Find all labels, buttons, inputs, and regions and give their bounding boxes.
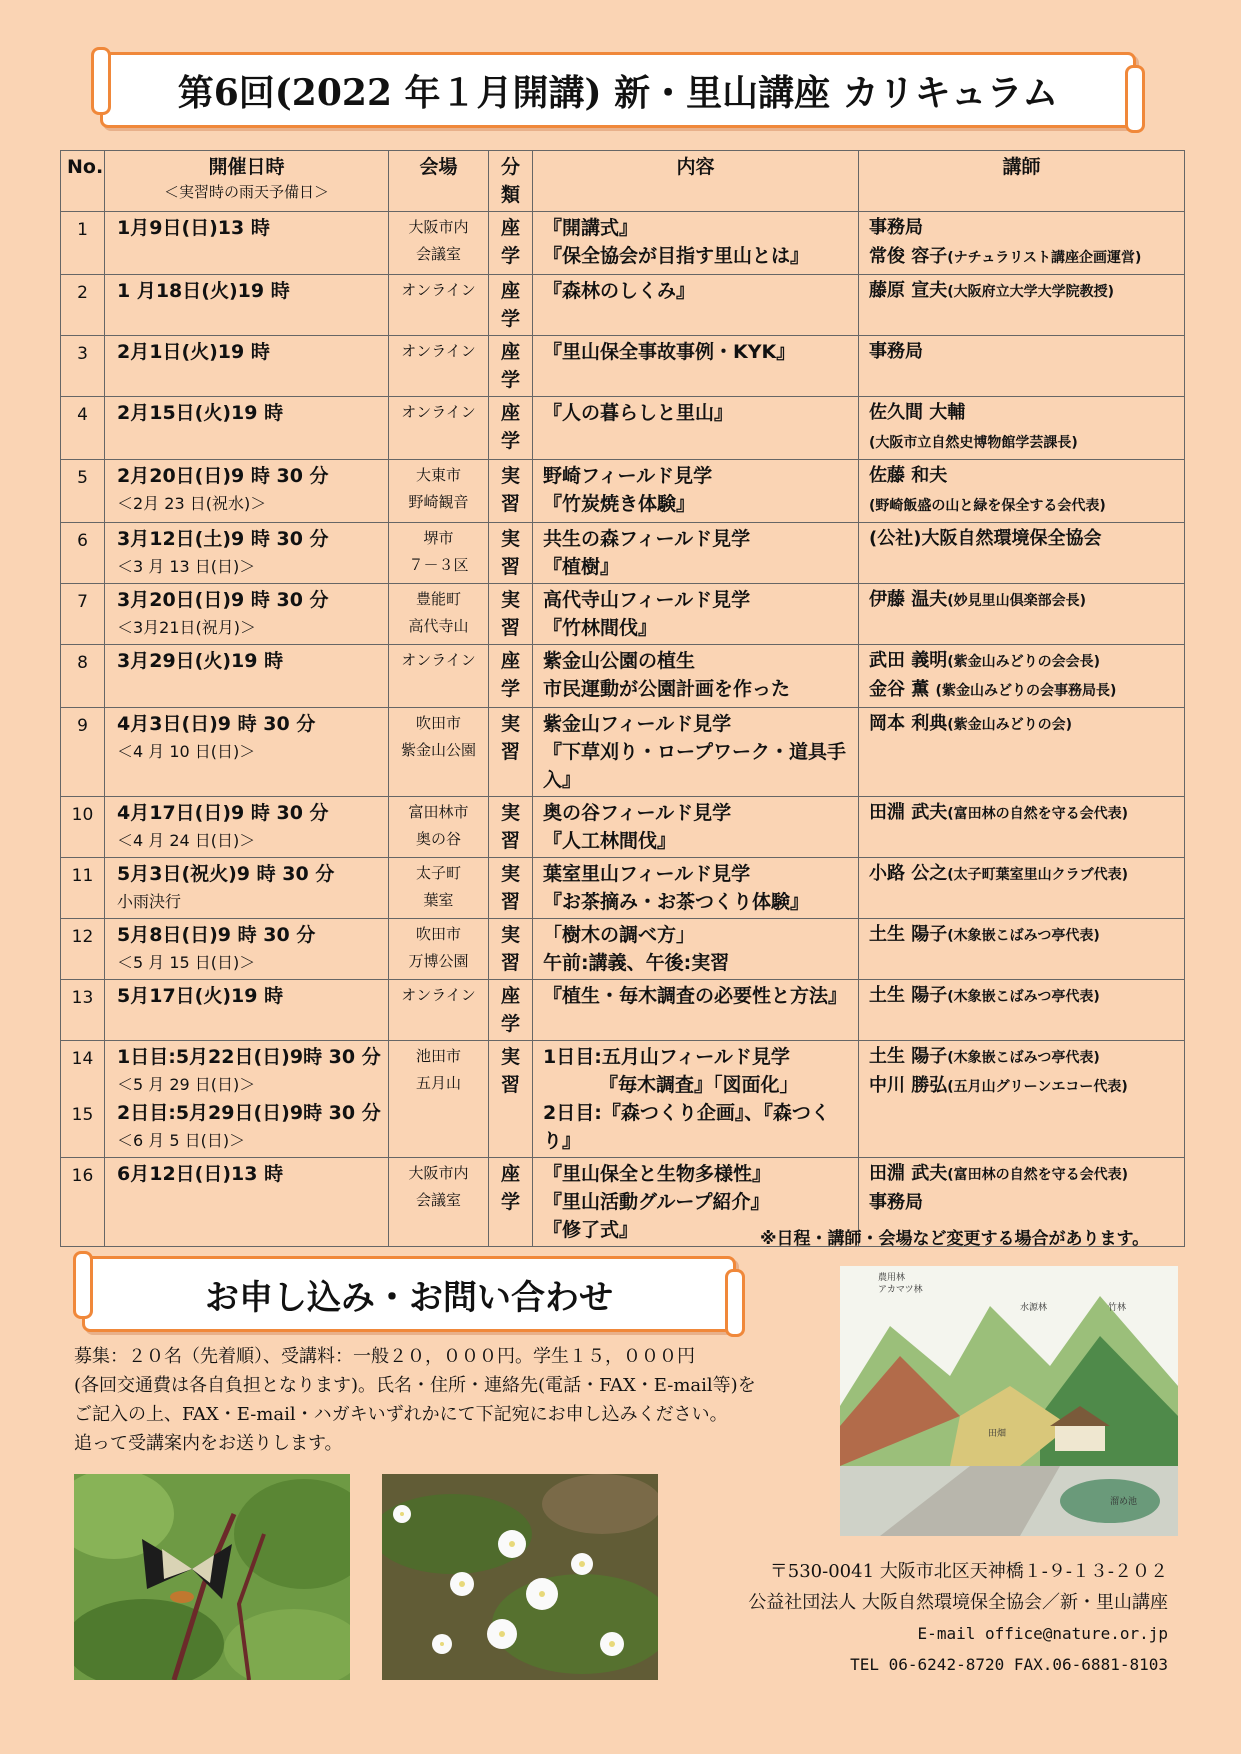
row-category: 実 習 (489, 919, 533, 980)
row-content: 葉室里山フィールド見学 『お茶摘み・お茶つくり体験』 (533, 858, 859, 919)
row-teacher: 武田 義明(紫金山みどりの会会長) 金谷 薫 (紫金山みどりの会事務局長) (859, 645, 1185, 708)
row-category: 座 学 (489, 397, 533, 460)
recruit-line: 追って受講案内をお送りします。 (74, 1433, 343, 1454)
row-content: 『人の暮らしと里山』 (533, 397, 859, 460)
row-teacher: 事務局 (859, 336, 1185, 397)
recruit-text (74, 1342, 854, 1458)
recruit-line: ご記入の上、FAX・E-mail・ハガキいずれかにて下記宛にお申し込みください。 (74, 1404, 728, 1425)
row-category: 座 学 (489, 645, 533, 708)
title-banner (100, 52, 1136, 128)
row-teacher: 土生 陽子(木象嵌こばみつ亭代表) (859, 919, 1185, 980)
row-category: 実 習 (489, 797, 533, 858)
row-category: 実 習 (489, 523, 533, 584)
row-date: 5月3日(祝火)9 時 30 分 小雨決行 (105, 858, 389, 919)
row-no: 3 (61, 336, 105, 397)
illustration-label: アカマツ林 (878, 1285, 923, 1295)
row-venue: 堺市 ７－３区 (389, 523, 489, 584)
row-date: 2月1日(火)19 時 (105, 336, 389, 397)
row-venue: 富田林市 奥の谷 (389, 797, 489, 858)
row-venue: 太子町 葉室 (389, 858, 489, 919)
row-teacher: 事務局 常俊 容子(ナチュラリスト講座企画運営) (859, 212, 1185, 275)
row-category: 実 習 (489, 1041, 533, 1158)
row-date: 6月12日(日)13 時 (105, 1158, 389, 1247)
row-date: 1月9日(日)13 時 (105, 212, 389, 275)
flowers-photo (382, 1474, 658, 1680)
row-no: 16 (61, 1158, 105, 1247)
row-teacher: 藤原 宣夫(大阪府立大学大学院教授) (859, 275, 1185, 336)
row-teacher: 岡本 利典(紫金山みどりの会) (859, 708, 1185, 797)
row-teacher: 土生 陽子(木象嵌こばみつ亭代表) (859, 980, 1185, 1041)
table-row (61, 858, 1185, 919)
contact-title: お申し込み・お問い合わせ (205, 1277, 613, 1318)
row-venue: 池田市 五月山 (389, 1041, 489, 1158)
row-teacher: 佐藤 和夫 (野崎飯盛の山と緑を保全する会代表) (859, 460, 1185, 523)
row-no: 9 (61, 708, 105, 797)
row-no: 12 (61, 919, 105, 980)
table-row (61, 919, 1185, 980)
table-row (61, 584, 1185, 645)
table-row (61, 523, 1185, 584)
row-content: 奥の谷フィールド見学 『人工林間伐』 (533, 797, 859, 858)
row-date: 5月17日(火)19 時 (105, 980, 389, 1041)
row-category: 実 習 (489, 858, 533, 919)
row-content: 『植生・毎木調査の必要性と方法』 (533, 980, 859, 1041)
row-category: 座 学 (489, 275, 533, 336)
row-venue: 豊能町 高代寺山 (389, 584, 489, 645)
row-no: 1 (61, 212, 105, 275)
row-teacher: 土生 陽子(木象嵌こばみつ亭代表) 中川 勝弘(五月山グリーンエコー代表) (859, 1041, 1185, 1158)
row-category: 実 習 (489, 460, 533, 523)
table-row (61, 212, 1185, 275)
row-category: 実 習 (489, 708, 533, 797)
butterfly-photo (74, 1474, 350, 1680)
row-content: 『森林のしくみ』 (533, 275, 859, 336)
row-venue: オンライン (389, 336, 489, 397)
row-venue: 吹田市 紫金山公園 (389, 708, 489, 797)
illustration-label: 田畑 (988, 1429, 1007, 1439)
row-content: 共生の森フィールド見学 『植樹』 (533, 523, 859, 584)
row-no: 8 (61, 645, 105, 708)
row-category: 座 学 (489, 1158, 533, 1247)
row-category: 実 習 (489, 584, 533, 645)
row-no: 4 (61, 397, 105, 460)
table-row (61, 645, 1185, 708)
row-venue: オンライン (389, 645, 489, 708)
row-venue: 大阪市内 会議室 (389, 1158, 489, 1247)
email-address: E-mail office@nature.or.jp (917, 1624, 1168, 1643)
row-teacher: 小路 公之(太子町葉室里山クラブ代表) (859, 858, 1185, 919)
row-date: 3月20日(日)9 時 30 分 ＜3月21日(祝月)＞ (105, 584, 389, 645)
row-venue: オンライン (389, 275, 489, 336)
row-venue: オンライン (389, 397, 489, 460)
row-content: 『開講式』 『保全協会が目指す里山とは』 (533, 212, 859, 275)
row-category: 座 学 (489, 980, 533, 1041)
row-no: 5 (61, 460, 105, 523)
recruit-line: 募集：２０名（先着順）、受講料：一般２０，０００円。学生１５，０００円 (74, 1346, 695, 1367)
header-venue: 会場 (389, 151, 489, 212)
row-date: 5月8日(日)9 時 30 分 ＜5 月 15 日(日)＞ (105, 919, 389, 980)
contact-banner (82, 1256, 736, 1332)
table-row (61, 980, 1185, 1041)
illustration-label: 水源林 (1020, 1303, 1048, 1313)
row-venue: オンライン (389, 980, 489, 1041)
row-no: 13 (61, 980, 105, 1041)
row-category: 座 学 (489, 212, 533, 275)
row-teacher: 伊藤 温夫(妙見里山倶楽部会長) (859, 584, 1185, 645)
row-no: 14 15 (61, 1041, 105, 1158)
row-date: 2月20日(日)9 時 30 分 ＜2月 23 日(祝水)＞ (105, 460, 389, 523)
row-date: 4月17日(日)9 時 30 分 ＜4 月 24 日(日)＞ (105, 797, 389, 858)
satoyama-illustration (840, 1266, 1178, 1536)
row-teacher: 田淵 武夫(富田林の自然を守る会代表) 事務局 (859, 1158, 1185, 1247)
table-row (61, 336, 1185, 397)
table-row-14-15 (61, 1041, 1185, 1158)
row-content: 野崎フィールド見学 『竹炭焼き体験』 (533, 460, 859, 523)
table-header-row (61, 151, 1185, 212)
table-row (61, 797, 1185, 858)
row-no: 11 (61, 858, 105, 919)
row-no: 6 (61, 523, 105, 584)
row-teacher: 佐久間 大輔 (大阪市立自然史博物館学芸課長) (859, 397, 1185, 460)
row-date: 1 月18日(火)19 時 (105, 275, 389, 336)
row-date: 2月15日(火)19 時 (105, 397, 389, 460)
organization-name: 公益社団法人 大阪自然環境保全協会／新・里山講座 (748, 1592, 1168, 1613)
row-no: 10 (61, 797, 105, 858)
row-date: 1日目:5月22日(日)9時 30 分 ＜5 月 29 日(日)＞ 2日目:5月29日(日)9時 30 分 ＜6 月 5 日(日)＞ (105, 1041, 389, 1158)
row-content: 1日目:五月山フィールド見学 『毎木調査』「図面化」 2日目:『森つくり企画』、『森つくり』 (533, 1041, 859, 1158)
row-date: 3月12日(土)9 時 30 分 ＜3 月 13 日(日)＞ (105, 523, 389, 584)
curriculum-table (60, 150, 1185, 1247)
row-content: 『里山保全と生物多様性』 『里山活動グループ紹介』 『修了式』 (533, 1158, 859, 1247)
row-venue: 吹田市 万博公園 (389, 919, 489, 980)
header-date: 開催日時 ＜実習時の雨天予備日＞ (105, 151, 389, 212)
header-content: 内容 (533, 151, 859, 212)
row-content: 紫金山公園の植生 市民運動が公園計画を作った (533, 645, 859, 708)
table-row (61, 460, 1185, 523)
header-no: No. (61, 151, 105, 212)
illustration-label: 農用林 (878, 1273, 906, 1283)
row-venue: 大東市 野崎観音 (389, 460, 489, 523)
illustration-label: 溜め池 (1110, 1497, 1138, 1507)
illustration-label: 竹林 (1108, 1303, 1127, 1313)
page-title: 第6回(2022 年１月開講) 新・里山講座 カリキュラム (177, 71, 1059, 114)
table-row (61, 708, 1185, 797)
row-no: 7 (61, 584, 105, 645)
table-row (61, 275, 1185, 336)
header-teacher: 講師 (859, 151, 1185, 212)
change-notice: ※日程・講師・会場など変更する場合があります。 (760, 1229, 1150, 1249)
row-date: 3月29日(火)19 時 (105, 645, 389, 708)
row-category: 座 学 (489, 336, 533, 397)
recruit-line: (各回交通費は各自負担となります)。氏名・住所・連絡先(電話・FAX・E-mail等)を (74, 1375, 756, 1396)
header-category: 分類 (489, 151, 533, 212)
row-venue: 大阪市内 会議室 (389, 212, 489, 275)
row-content: 紫金山フィールド見学 『下草刈り・ロープワーク・道具手入』 (533, 708, 859, 797)
row-date: 4月3日(日)9 時 30 分 ＜4 月 10 日(日)＞ (105, 708, 389, 797)
row-content: 高代寺山フィールド見学 『竹林間伐』 (533, 584, 859, 645)
row-teacher: 田淵 武夫(富田林の自然を守る会代表) (859, 797, 1185, 858)
row-content: 「樹木の調べ方」 午前:講義、午後:実習 (533, 919, 859, 980)
address-block (640, 1556, 1168, 1680)
tel-fax: TEL 06-6242-8720 FAX.06-6881-8103 (850, 1655, 1168, 1674)
table-row (61, 397, 1185, 460)
row-no: 2 (61, 275, 105, 336)
row-content: 『里山保全事故事例・KYK』 (533, 336, 859, 397)
postal-address: 〒530-0041 大阪市北区天神橋１-９-１３-２０２ (769, 1561, 1168, 1582)
row-teacher: (公社)大阪自然環境保全協会 (859, 523, 1185, 584)
